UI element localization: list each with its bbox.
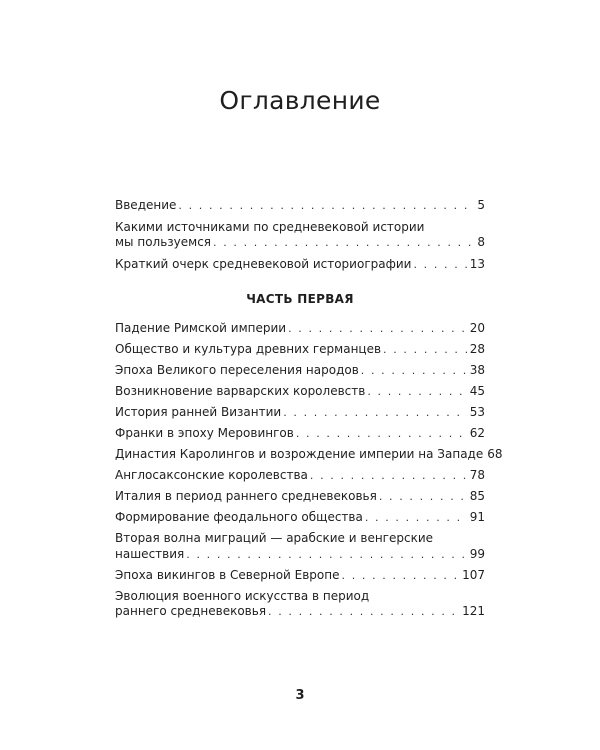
toc-entry-page: 8 bbox=[477, 235, 485, 249]
toc-entry-page: 91 bbox=[469, 510, 485, 524]
dot-leader bbox=[342, 568, 461, 584]
toc-entry-title: Падение Римской империи bbox=[115, 321, 287, 335]
toc-entry-page: 107 bbox=[462, 567, 485, 582]
toc-entry-page: 5 bbox=[477, 198, 485, 212]
dot-leader bbox=[213, 235, 475, 251]
toc-entry-title: Эпоха викингов в Северной Европе bbox=[115, 567, 340, 582]
toc-entry-title: Краткий очерк средневековой историографии bbox=[115, 256, 412, 271]
toc-entry[interactable] bbox=[115, 489, 485, 505]
toc-entry-page: 53 bbox=[469, 405, 485, 419]
dot-leader bbox=[283, 405, 468, 421]
dot-leader bbox=[296, 426, 468, 442]
toc-entry-page: 99 bbox=[469, 546, 485, 561]
toc-entry[interactable] bbox=[115, 405, 485, 421]
part-heading: ЧАСТЬ ПЕРВАЯ bbox=[246, 292, 354, 306]
toc-entry-page: 28 bbox=[469, 342, 485, 356]
toc-entry-title: мы пользуемся bbox=[115, 235, 212, 249]
toc-entry-title: Династия Каролингов и возрождение империи на Западе bbox=[115, 447, 484, 461]
toc-entry[interactable] bbox=[115, 426, 485, 442]
toc-entry-page: 78 bbox=[469, 468, 485, 482]
toc-entry-page: 38 bbox=[469, 363, 485, 377]
toc-entry-page: 62 bbox=[469, 426, 485, 440]
toc-entry-title-line1: Какими источниками по средневековой истории bbox=[115, 219, 425, 234]
page-number: 3 bbox=[295, 688, 305, 703]
toc-entry-page: 45 bbox=[469, 384, 485, 398]
dot-leader bbox=[178, 198, 475, 214]
toc-entry-title: Англосаксонские королевства bbox=[115, 468, 308, 482]
toc-entry-title: нашествия bbox=[115, 546, 185, 561]
dot-leader bbox=[310, 468, 468, 484]
toc-entry-title-line1: Вторая волна миграций — арабские и венгерские bbox=[115, 531, 433, 545]
toc-entry[interactable] bbox=[115, 447, 503, 463]
dot-leader bbox=[367, 384, 467, 400]
toc-part-one-section bbox=[115, 321, 503, 620]
toc-entry-page: 20 bbox=[469, 321, 485, 335]
toc-entry[interactable] bbox=[115, 468, 485, 484]
toc-entry[interactable] bbox=[115, 363, 485, 379]
dot-leader bbox=[361, 363, 468, 379]
toc-entry-page: 13 bbox=[469, 256, 485, 271]
toc-entry-title: Эпоха Великого переселения народов bbox=[115, 363, 359, 377]
dot-leader bbox=[268, 604, 460, 620]
toc-entry-title: раннего средневековья bbox=[115, 604, 267, 618]
toc-entry[interactable] bbox=[115, 342, 485, 358]
toc-entry[interactable] bbox=[115, 321, 485, 337]
toc-entry-title: Возникновение варварских королевств bbox=[115, 384, 366, 398]
dot-leader bbox=[186, 547, 467, 563]
toc-entry[interactable] bbox=[115, 589, 485, 620]
toc-entry[interactable] bbox=[115, 510, 485, 526]
toc-entry[interactable] bbox=[115, 198, 485, 214]
toc-entry[interactable] bbox=[115, 384, 485, 400]
toc-entry-page: 85 bbox=[469, 489, 485, 503]
toc-entry-title: Италия в период раннего средневековья bbox=[115, 489, 377, 503]
toc-entry-page: 121 bbox=[462, 604, 485, 618]
page-title: Оглавление bbox=[219, 86, 381, 115]
toc-entry[interactable] bbox=[115, 531, 485, 562]
dot-leader bbox=[288, 321, 468, 337]
toc-entry-title: Франки в эпоху Меровингов bbox=[115, 426, 294, 440]
toc-entry[interactable] bbox=[115, 257, 485, 273]
toc-entry[interactable] bbox=[115, 568, 485, 584]
toc-entry-title: Введение bbox=[115, 198, 177, 212]
toc-entry-page: 68 bbox=[487, 447, 503, 461]
toc-entry-title: Формирование феодального общества bbox=[115, 510, 363, 524]
dot-leader bbox=[379, 489, 468, 505]
toc-intro-section bbox=[115, 198, 485, 272]
toc-entry-title-line1: Эволюция военного искусства в период bbox=[115, 588, 370, 603]
toc-entry-title: Общество и культура древних германцев bbox=[115, 342, 382, 356]
toc-entry-title: История ранней Византии bbox=[115, 405, 282, 419]
toc-entry[interactable] bbox=[115, 220, 485, 251]
dot-leader bbox=[413, 257, 467, 273]
dot-leader bbox=[383, 342, 468, 358]
dot-leader bbox=[365, 510, 468, 526]
